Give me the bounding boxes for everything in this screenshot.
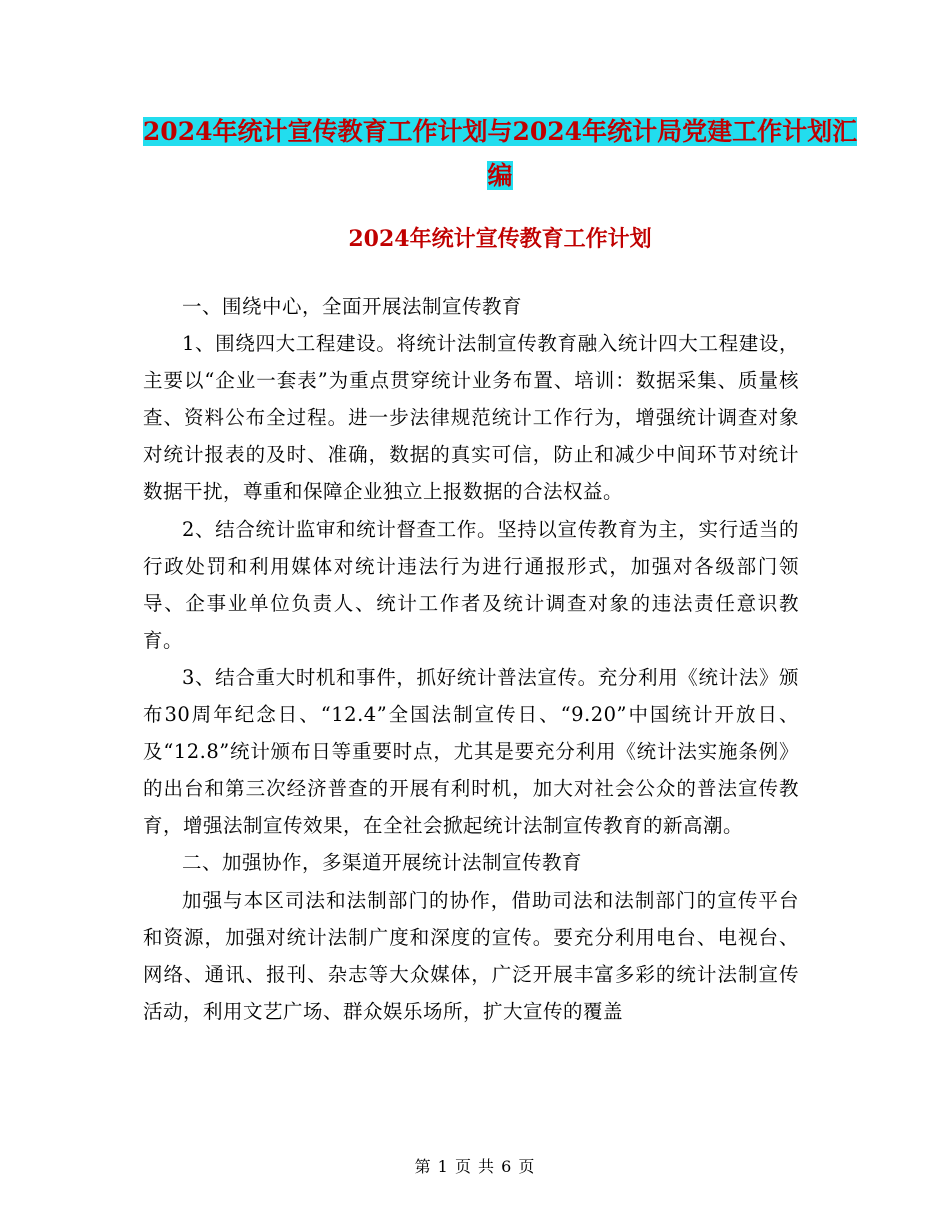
document-title-text: 2024年统计宣传教育工作计划与2024年统计局党建工作计划汇编 (142, 117, 858, 190)
paragraph-1: 1、围绕四大工程建设。将统计法制宣传教育融入统计四大工程建设，主要以“企业一套表”为重点贯穿统计业务布置、培训：数据采集、质量核查、资料公布全过程。进一步法律规范统计工作行为，增强统计调查对象对统计报表的及时、准确，数据的真实可信，防止和减少中间环节对统计数据干扰，尊重和保障企业独立上报数据的合法权益。 (143, 332, 799, 504)
heading-2: 二、加强协作，多渠道开展统计法制宣传教育 (182, 851, 583, 875)
page-number: 第 1 页 共 6 页 (414, 1157, 536, 1176)
heading-1: 一、围绕中心，全面开展法制宣传教育 (182, 295, 523, 318)
paragraph-4: 加强与本区司法和法制部门的协作，借助司法和法制部门的宣传平台和资源，加强对统计法制广度和深度的宣传。要充分利用电台、电视台、网络、通讯、报刊、杂志等大众媒体，广泛开展丰富多彩的统计法制宣传活动，利用文艺广场、群众娱乐场所，扩大宣传的覆盖 (143, 888, 799, 1023)
paragraph-3: 3、结合重大时机和事件，抓好统计普法宣传。充分利用《统计法》颁布30周年纪念日、“12.4”全国法制宣传日、“9.20”中国统计开放日、及“12.8”统计颁布日等重要时点，尤其是要充分利用《统计法实施条例》的出台和第三次经济普查的开展有利时机，加大对社会公众的普法宣传教育，增强法制宣传效果，在全社会掀起统计法制宣传教育的新高潮。 (143, 665, 799, 838)
document-body (143, 288, 799, 1030)
document-title (140, 110, 860, 198)
section-title: 2024年统计宣传教育工作计划 (348, 226, 652, 252)
paragraph-2: 2、结合统计监审和统计督查工作。坚持以宣传教育为主，实行适当的行政处罚和利用媒体对统计违法行为进行通报形式，加强对各级部门领导、企事业单位负责人、统计工作者及统计调查对象的违法责任意识教育。 (143, 517, 799, 652)
